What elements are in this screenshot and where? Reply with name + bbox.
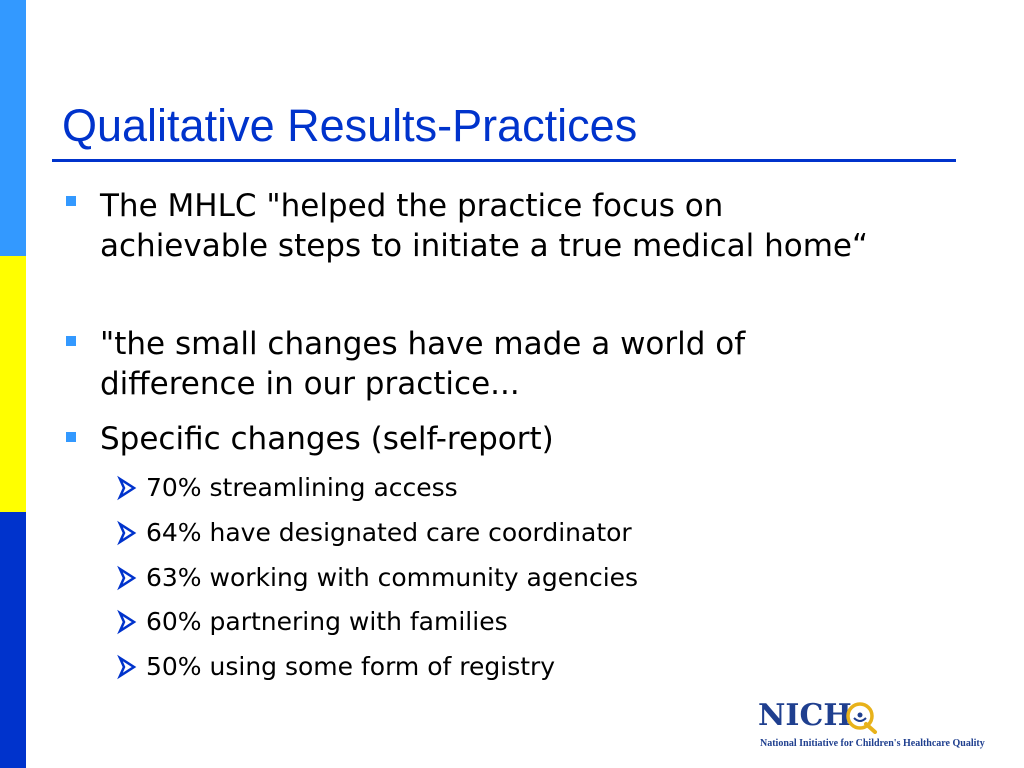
- arrow-bullet-icon: [114, 475, 140, 501]
- sub-bullet-item: 60% partnering with families: [146, 607, 508, 636]
- logo-tagline: National Initiative for Children's Healthcare Quality: [760, 738, 985, 749]
- bullet-item: "the small changes have made a world of difference in our practice...: [100, 326, 746, 402]
- square-bullet-icon: [66, 196, 76, 206]
- arrow-bullet-icon: [114, 520, 140, 546]
- logo-wordmark: NICH: [758, 698, 852, 733]
- square-bullet-icon: [66, 432, 76, 442]
- sub-bullet-item: 63% working with community agencies: [146, 563, 639, 592]
- sub-bullet-item: 50% using some form of registry: [146, 652, 556, 681]
- square-bullet-icon: [66, 336, 76, 346]
- sub-bullet-item: 70% streamlining access: [146, 473, 458, 502]
- arrow-bullet-icon: [114, 609, 140, 635]
- arrow-bullet-icon: [114, 654, 140, 680]
- bullet-item: The MHLC "helped the practice focus on achievable steps to initiate a true medical home“: [100, 188, 869, 264]
- slide-title: Qualitative Results-Practices: [62, 100, 638, 151]
- arrow-bullet-icon: [114, 565, 140, 591]
- bullet-item: Specific changes (self-report): [100, 421, 554, 457]
- sub-bullet-item: 64% have designated care coordinator: [146, 518, 632, 547]
- nichq-logo: [756, 698, 985, 754]
- logo-q-icon: [844, 700, 880, 734]
